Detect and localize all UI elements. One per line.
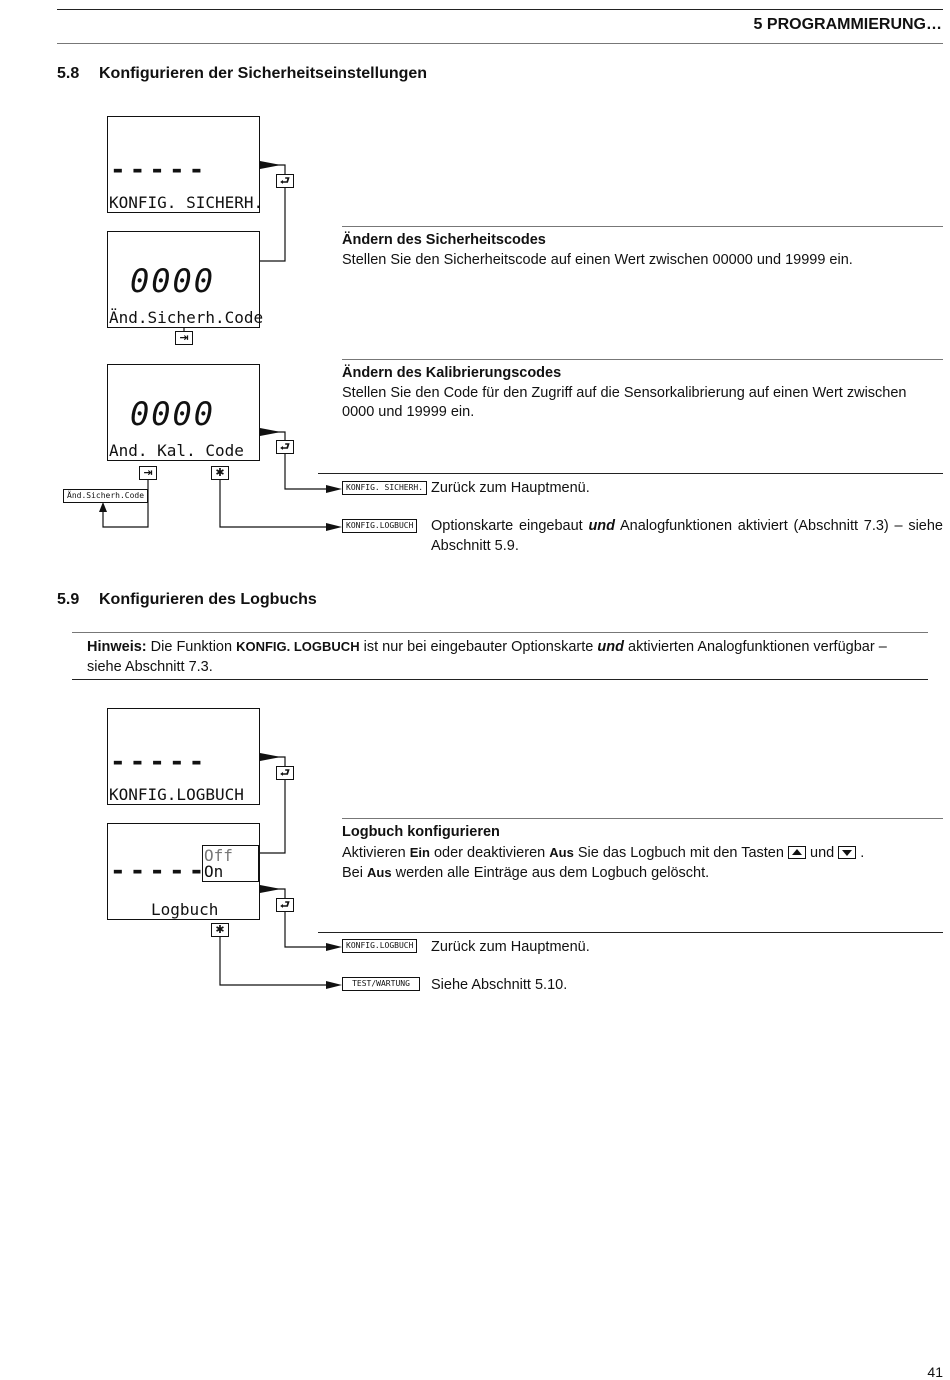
- section-59-number: 5.9: [57, 591, 80, 608]
- block-line-1: Aktivieren Ein oder deaktivieren Aus Sie das Logbuch mit den Tasten und .: [342, 844, 865, 861]
- enter-key-icon[interactable]: ⮐: [276, 766, 294, 780]
- lcd-digits: 0000: [130, 395, 216, 433]
- tag-konfig-logbuch: KONFIG.LOGBUCH: [342, 939, 417, 953]
- next-key-icon[interactable]: ⇥: [175, 331, 193, 345]
- option-off[interactable]: Off: [204, 846, 233, 865]
- result-text: Optionskarte eingebaut und Analogfunktionen aktiviert (Abschnitt 7.3) – siehe Abschnitt 5.9.: [431, 518, 943, 554]
- kalibrierungscode-block: [342, 364, 942, 423]
- result-text: Zurück zum Hauptmenü.: [431, 480, 590, 496]
- lcd-dashes: -----: [110, 155, 209, 185]
- block-heading: Logbuch konfigurieren: [342, 824, 500, 840]
- up-arrow-key-icon[interactable]: [788, 846, 806, 859]
- lcd-aend-sicherh-code: [107, 231, 264, 328]
- lcd-label: KONFIG. SICHERH.: [109, 193, 264, 212]
- result-text: Zurück zum Hauptmenü.: [431, 939, 590, 955]
- lcd-logbuch: [107, 823, 260, 920]
- lcd-konfig-sicherh: [107, 116, 264, 213]
- section-58-title: Konfigurieren der Sicherheitseinstellungen: [99, 65, 428, 82]
- tag-test-wartung: TEST/WARTUNG: [342, 977, 420, 991]
- chapter-header: 5 PROGRAMMIERUNG…: [753, 16, 942, 33]
- lcd-label: And. Kal. Code: [109, 441, 244, 460]
- results-rule: [318, 473, 943, 474]
- block-rule: [342, 226, 943, 227]
- lcd-label: Änd.Sicherh.Code: [109, 308, 264, 327]
- note-bottom-rule: [72, 679, 928, 680]
- block-heading: Ändern des Kalibrierungscodes: [342, 365, 562, 381]
- asterisk-key-icon[interactable]: ✱: [211, 466, 229, 480]
- side-tag-aend-sicherh-code: Änd.Sicherh.Code: [63, 489, 148, 503]
- block-rule: [342, 818, 943, 819]
- result-text: Siehe Abschnitt 5.10.: [431, 977, 568, 993]
- block-line-2: Bei Aus werden alle Einträge aus dem Logbuch gelöscht.: [342, 865, 710, 881]
- asterisk-key-icon[interactable]: ✱: [211, 923, 229, 937]
- logbuch-block: [342, 823, 942, 884]
- enter-key-icon[interactable]: ⮐: [276, 440, 294, 454]
- lcd-dashes: -----: [110, 747, 209, 777]
- page-number: 41: [927, 1364, 943, 1380]
- note-top-rule: [72, 632, 928, 633]
- option-on[interactable]: On: [204, 862, 224, 881]
- block-rule: [342, 359, 943, 360]
- block-text: Stellen Sie den Sicherheitscode auf einen Wert zwischen 00000 und 19999 ein.: [342, 251, 853, 268]
- tag-konfig-logbuch: KONFIG.LOGBUCH: [342, 519, 417, 533]
- next-key-icon[interactable]: ⇥: [139, 466, 157, 480]
- lcd-label: Logbuch: [151, 900, 219, 919]
- results-rule: [318, 932, 943, 933]
- block-heading: Ändern des Sicherheitscodes: [342, 232, 546, 248]
- enter-key-icon[interactable]: ⮐: [276, 898, 294, 912]
- enter-key-icon[interactable]: ⮐: [276, 174, 294, 188]
- sicherheitscode-block: [342, 231, 942, 270]
- block-text: Stellen Sie den Code für den Zugriff auf die Sensorkalibrierung auf einen Wert zwischen 0000 und 19999 ein.: [342, 384, 907, 420]
- lcd-and-kal-code: [107, 364, 260, 461]
- tag-konfig-sicherh: KONFIG. SICHERH.: [342, 481, 427, 495]
- lcd-konfig-logbuch: [107, 708, 260, 805]
- note-text: Hinweis: Die Funktion KONFIG. LOGBUCH ist nur bei eingebauter Optionskarte und aktivierten Analogfunktionen verfügbar – siehe Abschnitt 7.3.: [87, 639, 887, 675]
- lcd-dashes: -----: [110, 856, 209, 886]
- lcd-label: KONFIG.LOGBUCH: [109, 785, 244, 804]
- lcd-digits: 0000: [130, 262, 216, 300]
- down-arrow-key-icon[interactable]: [838, 846, 856, 859]
- on-off-selector[interactable]: [202, 845, 259, 882]
- section-58-number: 5.8: [57, 65, 80, 82]
- section-59-title: Konfigurieren des Logbuchs: [99, 591, 317, 608]
